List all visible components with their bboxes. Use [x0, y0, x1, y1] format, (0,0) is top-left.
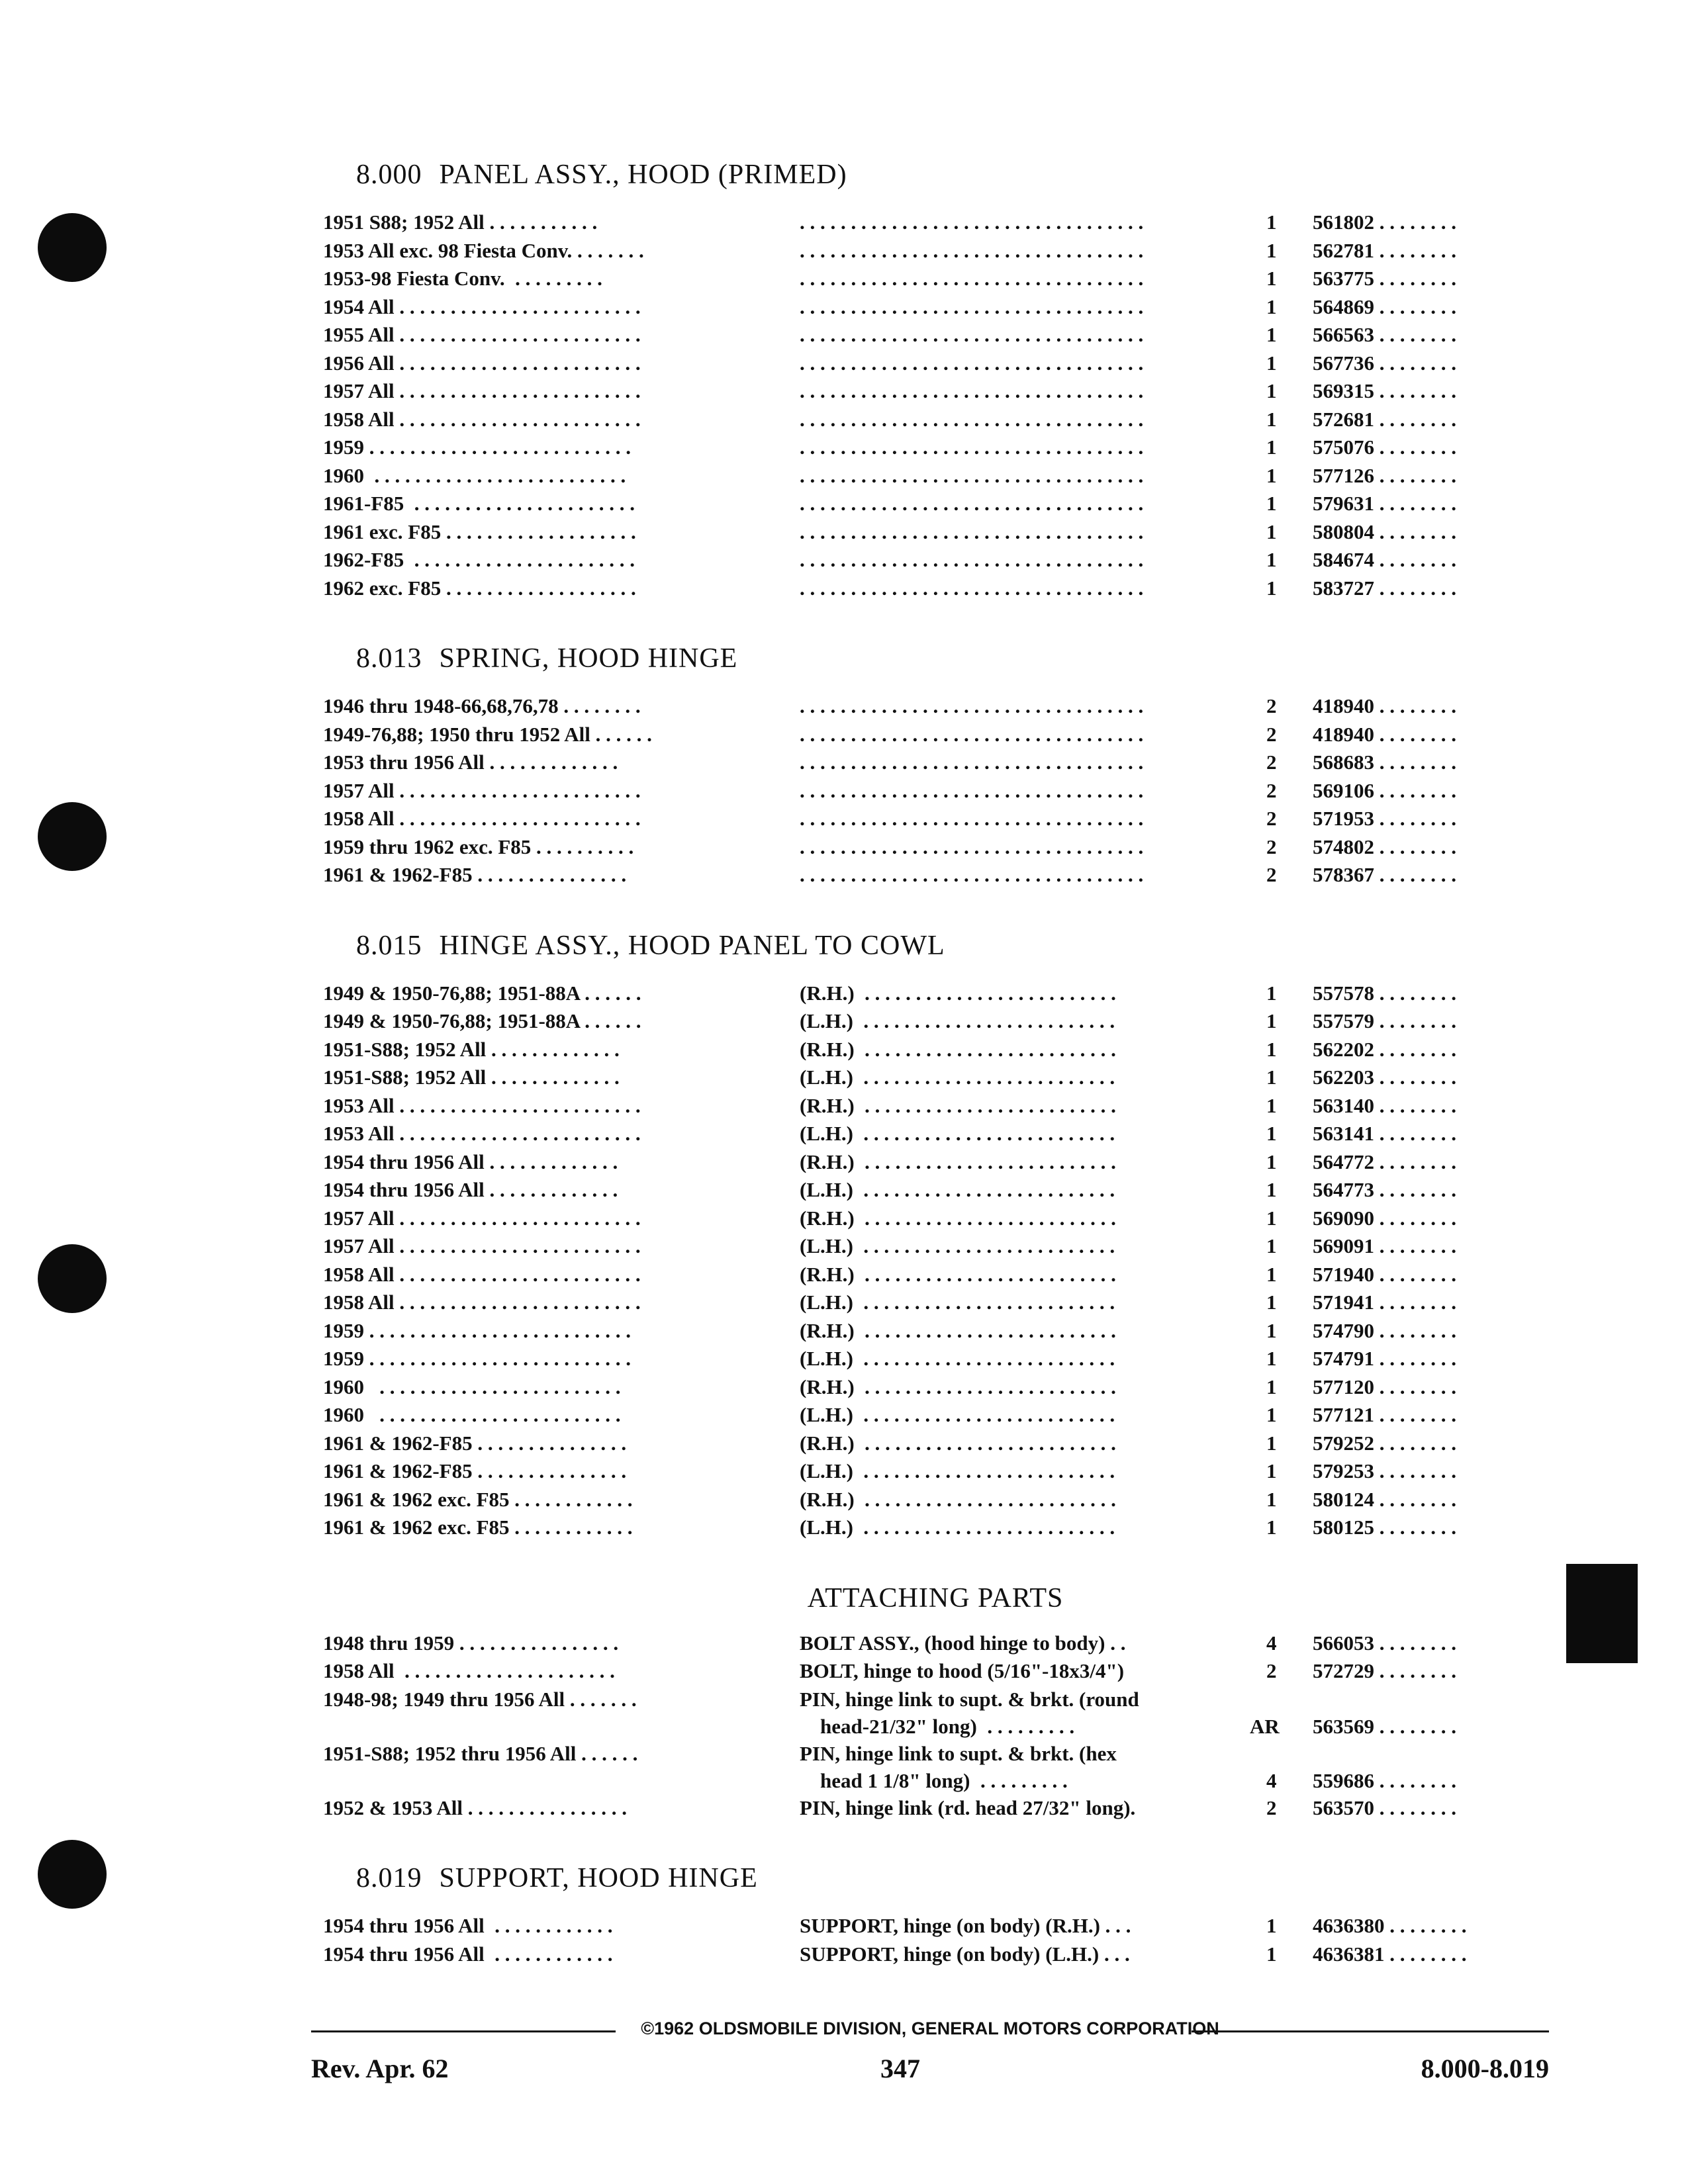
part-number-text: 418940 . . . . . . . . [1313, 722, 1456, 746]
quantity-text: 1 [1266, 407, 1277, 431]
description-text: (R.H.) . . . . . . . . . . . . . . . . . . . . . . . . . [800, 1262, 1116, 1286]
description-text: PIN, hinge link to supt. & brkt. (round [800, 1687, 1139, 1711]
part-row [323, 1038, 1548, 1066]
application-text: 1958 All . . . . . . . . . . . . . . . . . . . . . . . . [323, 407, 641, 431]
application-text: 1956 All . . . . . . . . . . . . . . . . . . . . . . . . [323, 351, 641, 375]
part-row [323, 1066, 1548, 1094]
section-heading [356, 1862, 1548, 1894]
quantity-text: 1 [1266, 1262, 1277, 1286]
part-number-text: 569106 . . . . . . . . [1313, 778, 1456, 802]
quantity-text: 2 [1266, 835, 1277, 858]
description-text: . . . . . . . . . . . . . . . . . . . . . . . . . . . . . . . . . . [800, 751, 1144, 774]
section-title: SPRING, HOOD HINGE [439, 643, 738, 674]
quantity-text: 1 [1266, 1291, 1277, 1314]
part-number-text: 559686 . . . . . . . . [1313, 1768, 1456, 1792]
description-text: (L.H.) . . . . . . . . . . . . . . . . . . . . . . . . . [800, 1403, 1115, 1426]
quantity-text: 2 [1266, 694, 1277, 717]
part-number-text: 571953 . . . . . . . . [1313, 807, 1456, 830]
part-number-text: 583727 . . . . . . . . [1313, 576, 1456, 600]
part-row [323, 1263, 1548, 1291]
quantity-text: 4 [1266, 1631, 1277, 1655]
application-text: 1953 All exc. 98 Fiesta Conv. . . . . . . . [323, 238, 644, 262]
application-text: 1957 All . . . . . . . . . . . . . . . . . . . . . . . . [323, 379, 641, 402]
application-text: 1960 . . . . . . . . . . . . . . . . . . . . . . . . . [323, 463, 626, 487]
quantity-text: 1 [1266, 1318, 1277, 1342]
description-text: (L.H.) . . . . . . . . . . . . . . . . . . . . . . . . . [800, 1178, 1115, 1201]
part-row [323, 435, 1548, 464]
quantity-text: 1 [1266, 520, 1277, 543]
section-list [323, 159, 1548, 1544]
quantity-text: 2 [1266, 778, 1277, 802]
part-row [323, 210, 1548, 239]
section-range: 8.000-8.019 [1421, 2054, 1549, 2083]
section-heading [356, 930, 1548, 962]
description-text: . . . . . . . . . . . . . . . . . . . . . . . . . . . . . . . . . . [800, 492, 1144, 515]
application-text: 1958 All . . . . . . . . . . . . . . . . . . . . . . . . [323, 1262, 641, 1286]
part-row [323, 239, 1548, 267]
part-row [323, 1914, 1548, 1942]
part-number-text: 571940 . . . . . . . . [1313, 1262, 1456, 1286]
quantity-text: 1 [1266, 492, 1277, 515]
part-number-text: 579252 . . . . . . . . [1313, 1431, 1456, 1455]
part-row [323, 1291, 1548, 1319]
punch-hole [38, 802, 107, 871]
part-row [323, 835, 1548, 864]
quantity-text: 1 [1266, 1347, 1277, 1370]
description-text: (R.H.) . . . . . . . . . . . . . . . . . . . . . . . . . [800, 1206, 1116, 1230]
description-text: . . . . . . . . . . . . . . . . . . . . . . . . . . . . . . . . . . [800, 323, 1144, 346]
part-number-text: 4636381 . . . . . . . . [1313, 1942, 1467, 1966]
part-row [323, 1796, 1548, 1825]
application-text: 1953 All . . . . . . . . . . . . . . . . . . . . . . . . [323, 1122, 641, 1145]
part-row [323, 492, 1548, 520]
quantity-text: 1 [1266, 1009, 1277, 1032]
part-number-text: 574802 . . . . . . . . [1313, 835, 1456, 858]
application-text: 1951-S88; 1952 All . . . . . . . . . . . . . [323, 1066, 620, 1089]
quantity-text: 1 [1266, 295, 1277, 318]
part-row [323, 1742, 1548, 1796]
application-text: 1961-F85 . . . . . . . . . . . . . . . . . . . . . . [323, 492, 635, 515]
parts-list [323, 159, 1548, 2009]
quantity-text: 1 [1266, 1487, 1277, 1511]
section-heading [356, 643, 1548, 674]
application-text: 1957 All . . . . . . . . . . . . . . . . . . . . . . . . [323, 778, 641, 802]
quantity-text: 1 [1266, 1431, 1277, 1455]
application-text: 1961 & 1962-F85 . . . . . . . . . . . . . . . [323, 1459, 627, 1482]
application-text: 1960 . . . . . . . . . . . . . . . . . . . . . . . . [323, 1403, 621, 1426]
description-text: (R.H.) . . . . . . . . . . . . . . . . . . . . . . . . . [800, 1150, 1116, 1173]
part-row [323, 751, 1548, 779]
description-text: . . . . . . . . . . . . . . . . . . . . . . . . . . . . . . . . . . [800, 548, 1144, 571]
quantity-text: 1 [1266, 1037, 1277, 1061]
part-row [323, 520, 1548, 549]
quantity-text: 1 [1266, 1403, 1277, 1426]
quantity-text: 2 [1266, 1659, 1277, 1682]
application-text: 1954 thru 1956 All . . . . . . . . . . . . [323, 1942, 613, 1966]
application-text: 1951-S88; 1952 thru 1956 All . . . . . . [323, 1741, 638, 1765]
application-text: 1948-98; 1949 thru 1956 All . . . . . . . [323, 1687, 637, 1711]
part-row [323, 351, 1548, 380]
description-text: SUPPORT, hinge (on body) (R.H.) . . . [800, 1914, 1131, 1937]
part-number-text: 579631 . . . . . . . . [1313, 492, 1456, 515]
description-text: (L.H.) . . . . . . . . . . . . . . . . . . . . . . . . . [800, 1234, 1115, 1257]
section-tab-marker [1566, 1564, 1638, 1663]
part-row [323, 379, 1548, 408]
part-row [323, 323, 1548, 351]
part-row [323, 408, 1548, 436]
application-text: 1954 All . . . . . . . . . . . . . . . . . . . . . . . . [323, 295, 641, 318]
part-number-text: 566563 . . . . . . . . [1313, 323, 1456, 346]
description-text: (L.H.) . . . . . . . . . . . . . . . . . . . . . . . . . [800, 1291, 1115, 1314]
part-number-text: 577120 . . . . . . . . [1313, 1375, 1456, 1398]
description-text: . . . . . . . . . . . . . . . . . . . . . . . . . . . . . . . . . . [800, 295, 1144, 318]
description-text: . . . . . . . . . . . . . . . . . . . . . . . . . . . . . . . . . . [800, 351, 1144, 375]
application-text: 1959 . . . . . . . . . . . . . . . . . . . . . . . . . . [323, 435, 631, 459]
quantity-text: 1 [1266, 1178, 1277, 1201]
application-text: 1962-F85 . . . . . . . . . . . . . . . . . . . . . . [323, 548, 635, 571]
attaching-parts-section [323, 1582, 1548, 1825]
part-row [323, 779, 1548, 807]
application-text: 1961 exc. F85 . . . . . . . . . . . . . . . . . . . [323, 520, 636, 543]
part-number-text: 567736 . . . . . . . . [1313, 351, 1456, 375]
part-number-text: 564773 . . . . . . . . [1313, 1178, 1456, 1201]
page-footer [311, 2019, 1549, 2093]
part-row [323, 1488, 1548, 1516]
application-text: 1962 exc. F85 . . . . . . . . . . . . . . . . . . . [323, 576, 636, 600]
part-row [323, 548, 1548, 576]
part-number-text: 564869 . . . . . . . . [1313, 295, 1456, 318]
description-text: (L.H.) . . . . . . . . . . . . . . . . . . . . . . . . . [800, 1066, 1115, 1089]
quantity-text: 1 [1266, 1942, 1277, 1966]
attaching-parts-rows [323, 1631, 1548, 1825]
part-row [323, 1319, 1548, 1347]
quantity-text: 1 [1266, 435, 1277, 459]
application-text: 1949-76,88; 1950 thru 1952 All . . . . . . [323, 722, 652, 746]
application-text: 1954 thru 1956 All . . . . . . . . . . . . . [323, 1178, 618, 1201]
part-row [323, 1178, 1548, 1206]
quantity-text: 1 [1266, 1375, 1277, 1398]
description-text: (R.H.) . . . . . . . . . . . . . . . . . . . . . . . . . [800, 981, 1116, 1005]
part-number-text: 4636380 . . . . . . . . [1313, 1914, 1467, 1937]
description-text: (R.H.) . . . . . . . . . . . . . . . . . . . . . . . . . [800, 1375, 1116, 1398]
part-number-text: 563570 . . . . . . . . [1313, 1796, 1456, 1819]
part-number-text: 577126 . . . . . . . . [1313, 463, 1456, 487]
application-text: 1955 All . . . . . . . . . . . . . . . . . . . . . . . . [323, 323, 641, 346]
part-row [323, 807, 1548, 835]
revision-date: Rev. Apr. 62 [311, 2054, 449, 2083]
quantity-text: 1 [1266, 576, 1277, 600]
part-row [323, 1403, 1548, 1432]
part-row [323, 694, 1548, 723]
application-text: 1952 & 1953 All . . . . . . . . . . . . . . . . [323, 1796, 627, 1819]
part-row [323, 723, 1548, 751]
description-text: PIN, hinge link (rd. head 27/32" long). [800, 1796, 1136, 1819]
quantity-text: 1 [1266, 1914, 1277, 1937]
quantity-text: 1 [1266, 1122, 1277, 1145]
page-number: 347 [880, 2054, 920, 2083]
part-number-text: 569315 . . . . . . . . [1313, 379, 1456, 402]
quantity-text: 1 [1266, 463, 1277, 487]
application-text: 1948 thru 1959 . . . . . . . . . . . . . . . . [323, 1631, 619, 1655]
description-continued-text: head-21/32" long) . . . . . . . . . [800, 1714, 1075, 1738]
quantity-text: 1 [1266, 1516, 1277, 1539]
quantity-text: 2 [1266, 722, 1277, 746]
section-number: 8.019 [356, 1863, 422, 1893]
part-row [323, 863, 1548, 891]
part-row [323, 1206, 1548, 1235]
section-number: 8.015 [356, 930, 422, 961]
application-text: 1961 & 1962 exc. F85 . . . . . . . . . . . . [323, 1487, 633, 1511]
part-number-text: 563140 . . . . . . . . [1313, 1093, 1456, 1117]
part-number-text: 562203 . . . . . . . . [1313, 1066, 1456, 1089]
application-text: 1951-S88; 1952 All . . . . . . . . . . . . . [323, 1037, 620, 1061]
description-text: . . . . . . . . . . . . . . . . . . . . . . . . . . . . . . . . . . [800, 238, 1144, 262]
section-number: 8.013 [356, 643, 422, 674]
part-number-text: 580124 . . . . . . . . [1313, 1487, 1456, 1511]
part-number-text: 580804 . . . . . . . . [1313, 520, 1456, 543]
application-text: 1954 thru 1956 All . . . . . . . . . . . . [323, 1914, 613, 1937]
part-number-text: 563775 . . . . . . . . [1313, 267, 1456, 290]
quantity-text: 1 [1266, 351, 1277, 375]
part-number-text: 557579 . . . . . . . . [1313, 1009, 1456, 1032]
description-text: . . . . . . . . . . . . . . . . . . . . . . . . . . . . . . . . . . [800, 576, 1144, 600]
part-number-text: 571941 . . . . . . . . [1313, 1291, 1456, 1314]
part-row [323, 1122, 1548, 1150]
description-text: . . . . . . . . . . . . . . . . . . . . . . . . . . . . . . . . . . [800, 778, 1144, 802]
part-number-text: 566053 . . . . . . . . [1313, 1631, 1456, 1655]
application-text: 1960 . . . . . . . . . . . . . . . . . . . . . . . . [323, 1375, 621, 1398]
description-text: . . . . . . . . . . . . . . . . . . . . . . . . . . . . . . . . . . [800, 694, 1144, 717]
description-text: (L.H.) . . . . . . . . . . . . . . . . . . . . . . . . . [800, 1459, 1115, 1482]
quantity-text: 1 [1266, 1234, 1277, 1257]
application-text: 1954 thru 1956 All . . . . . . . . . . . . . [323, 1150, 618, 1173]
quantity-text: 2 [1266, 751, 1277, 774]
quantity-text: 1 [1266, 267, 1277, 290]
section-8-013 [323, 643, 1548, 891]
part-number-text: 569091 . . . . . . . . [1313, 1234, 1456, 1257]
quantity-text: 1 [1266, 1066, 1277, 1089]
description-text: (R.H.) . . . . . . . . . . . . . . . . . . . . . . . . . [800, 1431, 1116, 1455]
application-text: 1961 & 1962-F85 . . . . . . . . . . . . . . . [323, 1431, 627, 1455]
quantity-text: 1 [1266, 548, 1277, 571]
part-number-text: 579253 . . . . . . . . [1313, 1459, 1456, 1482]
application-text: 1957 All . . . . . . . . . . . . . . . . . . . . . . . . [323, 1234, 641, 1257]
quantity-text: 2 [1266, 807, 1277, 830]
part-row [323, 1432, 1548, 1460]
application-text: 1958 All . . . . . . . . . . . . . . . . . . . . . . . . [323, 1291, 641, 1314]
section-8-019 [323, 1862, 1548, 1970]
quantity-text: 1 [1266, 1150, 1277, 1173]
application-text: 1961 & 1962 exc. F85 . . . . . . . . . . . . [323, 1516, 633, 1539]
part-number-text: 568683 . . . . . . . . [1313, 751, 1456, 774]
part-number-text: 577121 . . . . . . . . [1313, 1403, 1456, 1426]
part-row [323, 1688, 1548, 1742]
part-number-text: 574790 . . . . . . . . [1313, 1318, 1456, 1342]
part-number-text: 564772 . . . . . . . . [1313, 1150, 1456, 1173]
application-text: 1958 All . . . . . . . . . . . . . . . . . . . . . . . . [323, 807, 641, 830]
part-row [323, 576, 1548, 605]
description-text: . . . . . . . . . . . . . . . . . . . . . . . . . . . . . . . . . . [800, 435, 1144, 459]
part-row [323, 1009, 1548, 1038]
description-text: (L.H.) . . . . . . . . . . . . . . . . . . . . . . . . . [800, 1347, 1115, 1370]
part-number-text: 572729 . . . . . . . . [1313, 1659, 1456, 1682]
part-row [323, 1375, 1548, 1404]
quantity-text: 1 [1266, 981, 1277, 1005]
description-text: (L.H.) . . . . . . . . . . . . . . . . . . . . . . . . . [800, 1009, 1115, 1032]
part-row [323, 981, 1548, 1010]
section-heading [356, 159, 1548, 191]
punch-hole [38, 213, 107, 282]
description-text: BOLT ASSY., (hood hinge to body) . . [800, 1631, 1126, 1655]
part-number-text: 569090 . . . . . . . . [1313, 1206, 1456, 1230]
description-text: . . . . . . . . . . . . . . . . . . . . . . . . . . . . . . . . . . [800, 379, 1144, 402]
description-text: (R.H.) . . . . . . . . . . . . . . . . . . . . . . . . . [800, 1487, 1116, 1511]
part-number-text: 418940 . . . . . . . . [1313, 694, 1456, 717]
description-text: (L.H.) . . . . . . . . . . . . . . . . . . . . . . . . . [800, 1516, 1115, 1539]
application-text: 1958 All . . . . . . . . . . . . . . . . . . . . . [323, 1659, 615, 1682]
application-text: 1953 All . . . . . . . . . . . . . . . . . . . . . . . . [323, 1093, 641, 1117]
quantity-text: AR [1250, 1714, 1280, 1738]
attaching-parts-title: ATTACHING PARTS [807, 1582, 1064, 1614]
description-text: . . . . . . . . . . . . . . . . . . . . . . . . . . . . . . . . . . [800, 520, 1144, 543]
section-rows [323, 1914, 1548, 1970]
part-number-text: 557578 . . . . . . . . [1313, 981, 1456, 1005]
description-text: . . . . . . . . . . . . . . . . . . . . . . . . . . . . . . . . . . [800, 807, 1144, 830]
application-text: 1961 & 1962-F85 . . . . . . . . . . . . . . . [323, 863, 627, 886]
part-number-text: 578367 . . . . . . . . [1313, 863, 1456, 886]
part-row [323, 1631, 1548, 1660]
description-text: . . . . . . . . . . . . . . . . . . . . . . . . . . . . . . . . . . [800, 863, 1144, 886]
part-number-text: 575076 . . . . . . . . [1313, 435, 1456, 459]
description-text: (L.H.) . . . . . . . . . . . . . . . . . . . . . . . . . [800, 1122, 1115, 1145]
application-text: 1951 S88; 1952 All . . . . . . . . . . . [323, 210, 598, 234]
description-text: BOLT, hinge to hood (5/16"-18x3/4") [800, 1659, 1125, 1682]
application-text: 1949 & 1950-76,88; 1951-88A . . . . . . [323, 981, 641, 1005]
part-row [323, 1094, 1548, 1122]
part-row [323, 1942, 1548, 1971]
description-text: PIN, hinge link to supt. & brkt. (hex [800, 1741, 1117, 1765]
application-text: 1953 thru 1956 All . . . . . . . . . . . . . [323, 751, 618, 774]
application-text: 1959 thru 1962 exc. F85 . . . . . . . . . . [323, 835, 634, 858]
part-row [323, 1347, 1548, 1375]
copyright-rule [311, 2019, 1549, 2045]
description-continued-text: head 1 1/8" long) . . . . . . . . . [800, 1768, 1068, 1792]
part-number-text: 561802 . . . . . . . . [1313, 210, 1456, 234]
description-text: . . . . . . . . . . . . . . . . . . . . . . . . . . . . . . . . . . [800, 722, 1144, 746]
quantity-text: 1 [1266, 1206, 1277, 1230]
section-8-000 [323, 159, 1548, 604]
description-text: (R.H.) . . . . . . . . . . . . . . . . . . . . . . . . . [800, 1318, 1116, 1342]
quantity-text: 1 [1266, 1093, 1277, 1117]
application-text: 1949 & 1950-76,88; 1951-88A . . . . . . [323, 1009, 641, 1032]
part-number-text: 562202 . . . . . . . . [1313, 1037, 1456, 1061]
quantity-text: 2 [1266, 1796, 1277, 1819]
part-row [323, 1234, 1548, 1263]
part-row [323, 1459, 1548, 1488]
part-row [323, 1150, 1548, 1179]
quantity-text: 1 [1266, 210, 1277, 234]
description-text: SUPPORT, hinge (on body) (L.H.) . . . [800, 1942, 1130, 1966]
application-text: 1946 thru 1948-66,68,76,78 . . . . . . . . [323, 694, 641, 717]
part-number-text: 562781 . . . . . . . . [1313, 238, 1456, 262]
section-8-015 [323, 930, 1548, 1544]
part-row [323, 1516, 1548, 1544]
part-row [323, 267, 1548, 295]
application-text: 1957 All . . . . . . . . . . . . . . . . . . . . . . . . [323, 1206, 641, 1230]
punch-hole [38, 1840, 107, 1909]
part-number-text: 580125 . . . . . . . . [1313, 1516, 1456, 1539]
description-text: . . . . . . . . . . . . . . . . . . . . . . . . . . . . . . . . . . [800, 210, 1144, 234]
footer-info [311, 2053, 1549, 2093]
part-number-text: 574791 . . . . . . . . [1313, 1347, 1456, 1370]
section-title: HINGE ASSY., HOOD PANEL TO COWL [439, 930, 945, 961]
quantity-text: 1 [1266, 323, 1277, 346]
description-text: . . . . . . . . . . . . . . . . . . . . . . . . . . . . . . . . . . [800, 267, 1144, 290]
punch-hole [38, 1244, 107, 1313]
part-number-text: 563569 . . . . . . . . [1313, 1714, 1456, 1738]
part-number-text: 563141 . . . . . . . . [1313, 1122, 1456, 1145]
application-text: 1953-98 Fiesta Conv. . . . . . . . . . [323, 267, 602, 290]
description-text: . . . . . . . . . . . . . . . . . . . . . . . . . . . . . . . . . . [800, 407, 1144, 431]
copyright-notice: ©1962 OLDSMOBILE DIVISION, GENERAL MOTORS CORPORATION [641, 2019, 1219, 2038]
part-row [323, 295, 1548, 324]
part-number-text: 584674 . . . . . . . . [1313, 548, 1456, 571]
part-number-text: 572681 . . . . . . . . [1313, 407, 1456, 431]
section-number: 8.000 [356, 159, 422, 190]
description-text: (R.H.) . . . . . . . . . . . . . . . . . . . . . . . . . [800, 1037, 1116, 1061]
quantity-text: 4 [1266, 1768, 1277, 1792]
application-text: 1959 . . . . . . . . . . . . . . . . . . . . . . . . . . [323, 1318, 631, 1342]
section-title: SUPPORT, HOOD HINGE [439, 1863, 758, 1893]
description-text: (R.H.) . . . . . . . . . . . . . . . . . . . . . . . . . [800, 1093, 1116, 1117]
quantity-text: 2 [1266, 863, 1277, 886]
description-text: . . . . . . . . . . . . . . . . . . . . . . . . . . . . . . . . . . [800, 463, 1144, 487]
description-text: . . . . . . . . . . . . . . . . . . . . . . . . . . . . . . . . . . [800, 835, 1144, 858]
quantity-text: 1 [1266, 1459, 1277, 1482]
quantity-text: 1 [1266, 238, 1277, 262]
application-text: 1959 . . . . . . . . . . . . . . . . . . . . . . . . . . [323, 1347, 631, 1370]
section-title: PANEL ASSY., HOOD (PRIMED) [439, 159, 847, 190]
part-row [323, 1659, 1548, 1688]
quantity-text: 1 [1266, 379, 1277, 402]
part-row [323, 464, 1548, 492]
